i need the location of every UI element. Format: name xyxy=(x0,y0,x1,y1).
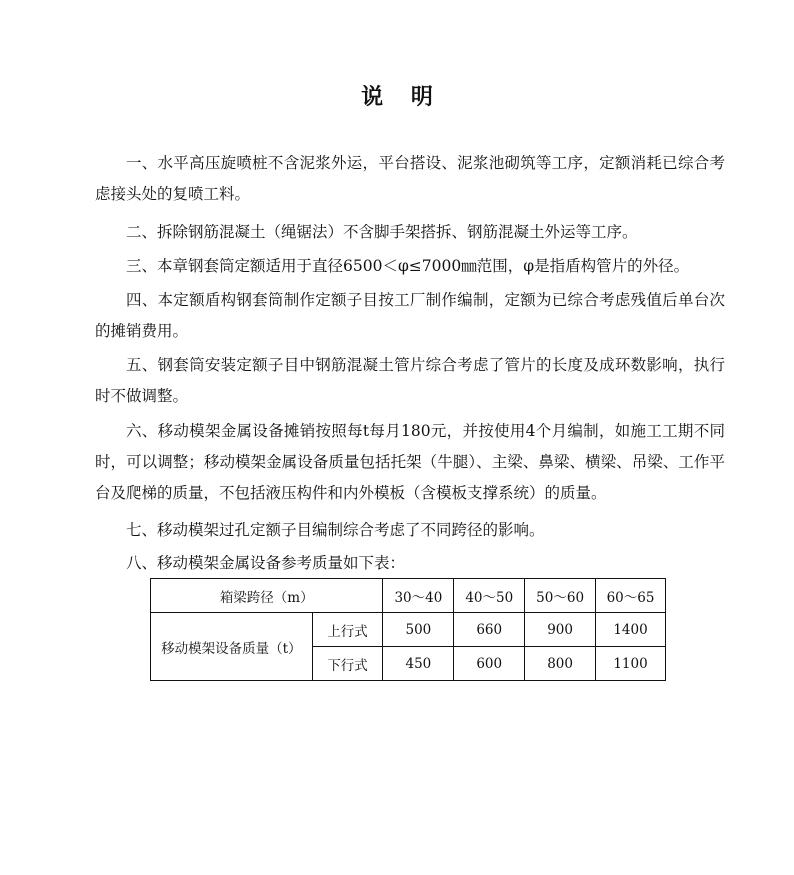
span-cell: 50～60 xyxy=(525,579,596,613)
paragraph-4: 四、本定额盾构钢套筒制作定额子目按工厂制作编制，定额为已综合考虑残值后单台次的摊销费用。 xyxy=(95,291,725,340)
row-label-cell: 下行式 xyxy=(312,647,383,681)
value-cell: 1400 xyxy=(596,613,666,647)
paragraph-7: 七、移动模架过孔定额子目编制综合考虑了不同跨径的影响。 xyxy=(126,521,545,539)
value-cell: 660 xyxy=(454,613,525,647)
span-header-cell: 箱梁跨径（m） xyxy=(151,579,383,613)
value-cell: 450 xyxy=(383,647,454,681)
value-cell: 500 xyxy=(383,613,454,647)
paragraph-5: 五、钢套筒安装定额子目中钢筋混凝土管片综合考虑了管片的长度及成环数影响，执行时不做调整。 xyxy=(95,356,725,405)
value-cell: 1100 xyxy=(596,647,666,681)
table-row xyxy=(151,613,666,647)
paragraph-3: 三、本章钢套筒定额适用于直径6500＜φ≤7000㎜范围，φ是指盾构管片的外径。 xyxy=(126,257,690,275)
paragraph-6: 六、移动模架金属设备摊销按照每t每月180元，并按使用4个月编制，如施工工期不同时，可以调整；移动模架金属设备质量包括托架（牛腿）、主梁、鼻梁、横梁、吊梁、工作平台及爬梯的质量，不包括液压构件和内外模板（含模板支撑系统）的质量。 xyxy=(95,422,725,502)
span-cell: 40～50 xyxy=(454,579,525,613)
row-label-cell: 上行式 xyxy=(312,613,383,647)
paragraph-1: 一、水平高压旋喷桩不含泥浆外运，平台搭设、泥浆池砌筑等工序，定额消耗已综合考虑接头处的复喷工料。 xyxy=(95,154,725,203)
table-header-row xyxy=(151,579,666,613)
span-cell: 30～40 xyxy=(383,579,454,613)
span-cell: 60～65 xyxy=(596,579,666,613)
paragraph-2: 二、拆除钢筋混凝土（绳锯法）不含脚手架搭拆、钢筋混凝土外运等工序。 xyxy=(126,223,638,241)
value-cell: 900 xyxy=(525,613,596,647)
row-group-label-cell: 移动模架设备质量（t） xyxy=(151,613,313,681)
equipment-mass-table xyxy=(150,578,666,681)
value-cell: 800 xyxy=(525,647,596,681)
paragraph-8: 八、移动模架金属设备参考质量如下表： xyxy=(126,554,406,572)
page-title: 说 明 xyxy=(361,84,443,110)
value-cell: 600 xyxy=(454,647,525,681)
